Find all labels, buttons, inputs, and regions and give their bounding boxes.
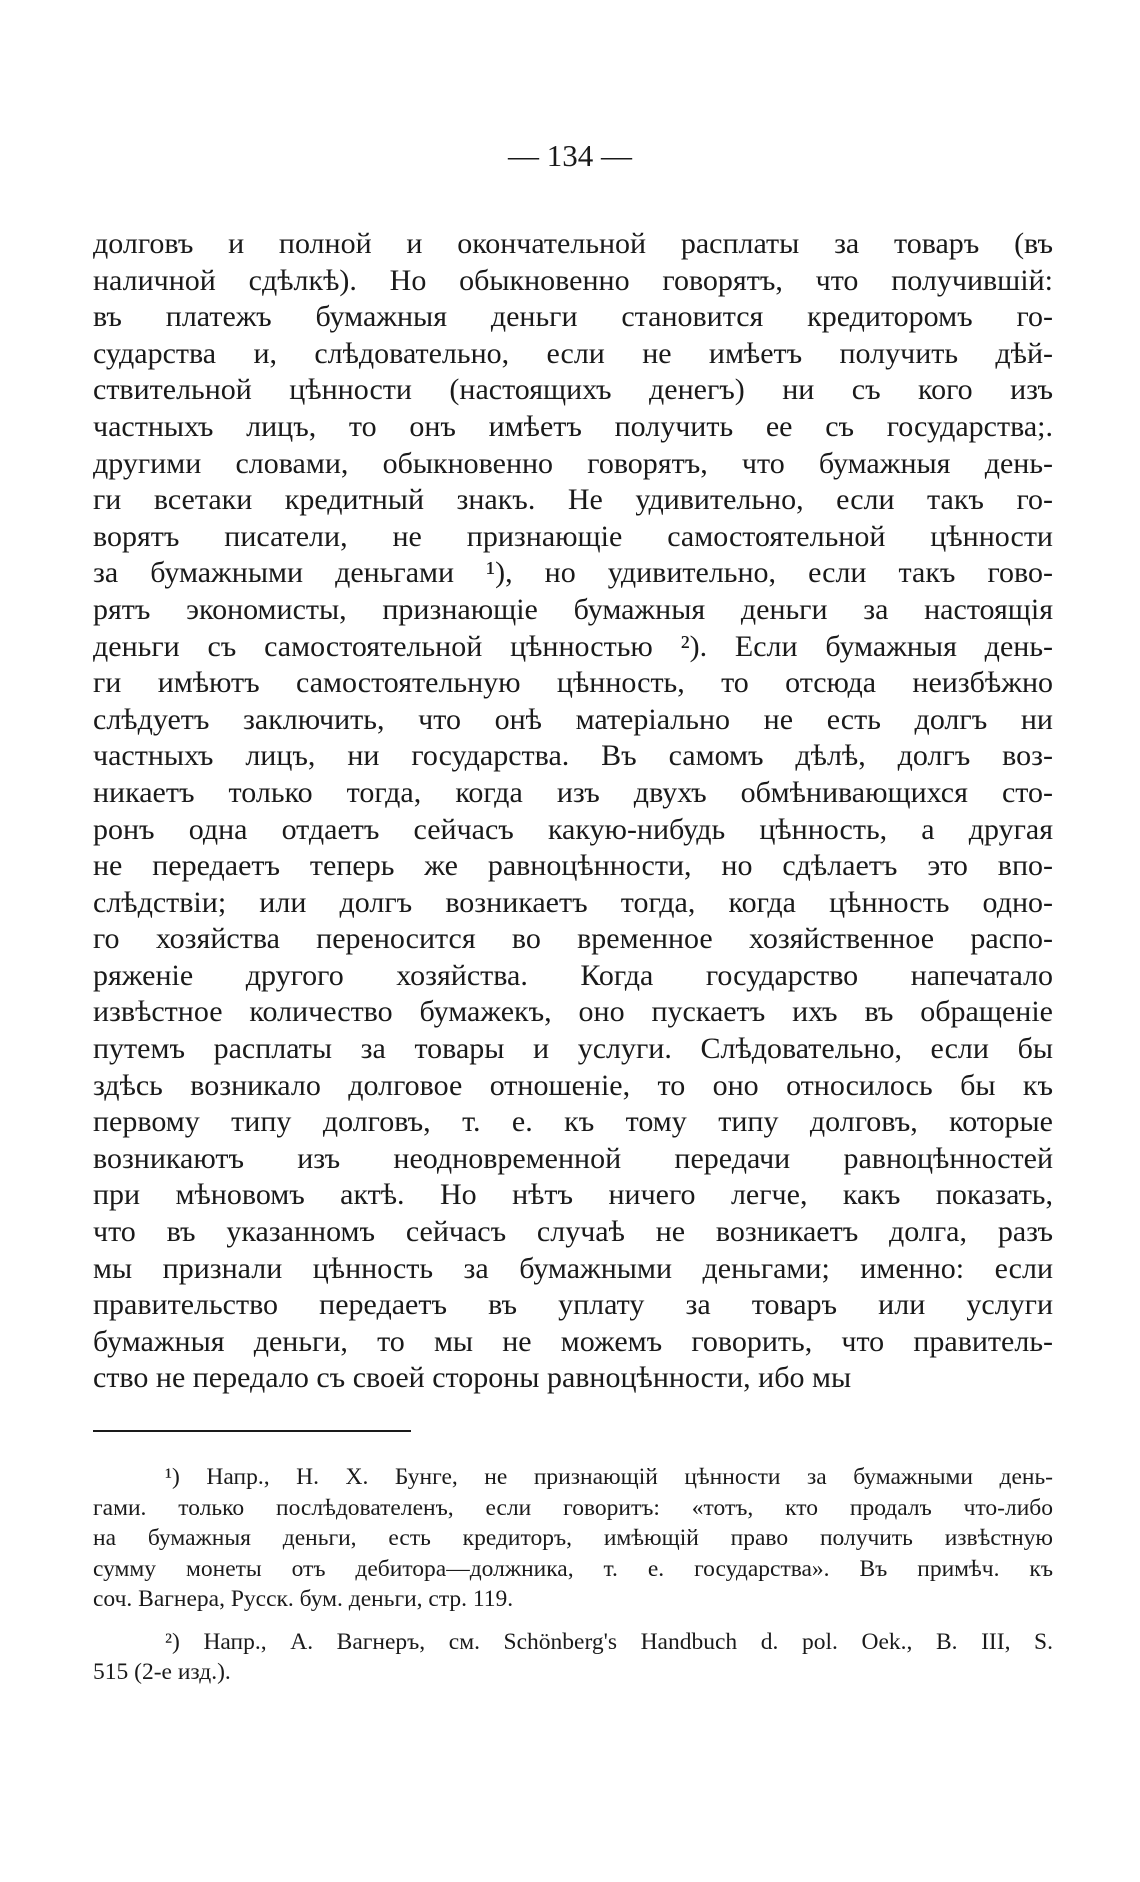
- text-line: рятъ экономисты, признающіе бумажныя деньги за настоящія: [93, 592, 1053, 626]
- text-line: частныхъ лицъ, ни государства. Въ самомъ дѣлѣ, долгъ воз-: [93, 739, 1053, 773]
- text-line: ги имѣютъ самостоятельную цѣнность, то отсюда неизбѣжно: [93, 666, 1053, 700]
- footnote-line: на бумажныя деньги, есть кредиторъ, имѣющій право получить извѣстную: [93, 1525, 1053, 1551]
- text-line: деньги съ самостоятельной цѣнностью ²). Если бумажныя день-: [93, 629, 1053, 663]
- text-line: долговъ и полной и окончательной расплаты за товаръ (въ: [93, 227, 1053, 260]
- text-line: ворятъ писатели, не признающіе самостоятельной цѣнности: [93, 519, 1053, 553]
- text-line: бумажныя деньги, то мы не можемъ говорить, что правитель-: [93, 1324, 1053, 1358]
- body-text: [93, 226, 1053, 1397]
- footnote-line: ¹) Напр., Н. Х. Бунге, не признающій цѣнности за бумажными день-: [165, 1464, 1053, 1490]
- text-line: ствительной цѣнности (настоящихъ денегъ) ни съ кого изъ: [93, 373, 1053, 407]
- text-line: что въ указанномъ сейчасъ случаѣ не возникаетъ долга, разъ: [93, 1215, 1053, 1249]
- footnote-divider: [93, 1430, 411, 1432]
- text-line: не передаетъ теперь же равноцѣнности, но сдѣлаетъ это впо-: [93, 849, 1053, 883]
- text-line: путемъ расплаты за товары и услуги. Слѣдовательно, если бы: [93, 1032, 1053, 1066]
- footnote-2: [93, 1627, 1053, 1688]
- text-line: сударства и, слѣдовательно, если не имѣетъ получить дѣй-: [93, 336, 1053, 370]
- text-line: ги всетаки кредитный знакъ. Не удивительно, если такъ го-: [93, 483, 1053, 517]
- footnote-line: 515 (2-е изд.).: [93, 1659, 231, 1685]
- text-line: наличной сдѣлкѣ). Но обыкновенно говорятъ, что получившій:: [93, 263, 1053, 297]
- text-line: слѣдуетъ заключить, что онѣ матеріально не есть долгъ ни: [93, 702, 1053, 736]
- footnotes: [93, 1462, 1053, 1688]
- text-line: никаетъ только тогда, когда изъ двухъ обмѣнивающихся сто-: [93, 775, 1053, 809]
- text-line: слѣдствіи; или долгъ возникаетъ тогда, когда цѣнность одно-: [93, 885, 1053, 919]
- text-line: въ платежъ бумажныя деньги становится кредиторомъ го-: [93, 300, 1053, 334]
- footnote-line: сумму монеты отъ дебитора—должника, т. е. государства». Въ примѣч. къ: [93, 1555, 1053, 1582]
- footnote-line: ²) Напр., А. Вагнеръ, см. Schönberg's Handbuch d. pol. Oek., B. III, S.: [165, 1628, 1053, 1655]
- text-line: возникаютъ изъ неодновременной передачи равноцѣнностей: [93, 1141, 1053, 1175]
- text-line: ряженіе другого хозяйства. Когда государство напечатало: [93, 958, 1053, 992]
- text-line: ство не передало съ своей стороны равноцѣнности, ибо мы: [93, 1361, 852, 1395]
- footnote-line: соч. Вагнера, Русск. бум. деньги, стр. 119.: [93, 1586, 514, 1612]
- text-line: ронъ одна отдаетъ сейчасъ какую-нибудь цѣнность, а другая: [93, 812, 1053, 846]
- text-line: при мѣновомъ актѣ. Но нѣтъ ничего легче, какъ показать,: [93, 1178, 1053, 1212]
- text-line: за бумажными деньгами ¹), но удивительно, если такъ гово-: [93, 556, 1053, 590]
- text-line: первому типу долговъ, т. е. къ тому типу долговъ, которые: [93, 1105, 1053, 1139]
- text-line: мы признали цѣнность за бумажными деньгами; именно: если: [93, 1251, 1053, 1285]
- footnote-1: [93, 1462, 1053, 1615]
- text-line: частныхъ лицъ, то онъ имѣетъ получить ее съ государства;.: [93, 409, 1053, 443]
- footnote-gap: [93, 1615, 1053, 1627]
- text-line: го хозяйства переносится во временное хозяйственное распо-: [93, 922, 1053, 956]
- text-line: извѣстное количество бумажекъ, оно пускаетъ ихъ въ обращеніе: [93, 995, 1053, 1029]
- page-number: — 134 —: [508, 138, 632, 173]
- text-line: здѣсь возникало долговое отношеніе, то оно относилось бы къ: [93, 1068, 1053, 1102]
- text-line: правительство передаетъ въ уплату за товаръ или услуги: [93, 1288, 1053, 1322]
- text-line: другими словами, обыкновенно говорятъ, что бумажныя день-: [93, 446, 1053, 480]
- footnote-line: гами. только послѣдователенъ, если говоритъ: «тотъ, кто продалъ что-либо: [93, 1494, 1053, 1521]
